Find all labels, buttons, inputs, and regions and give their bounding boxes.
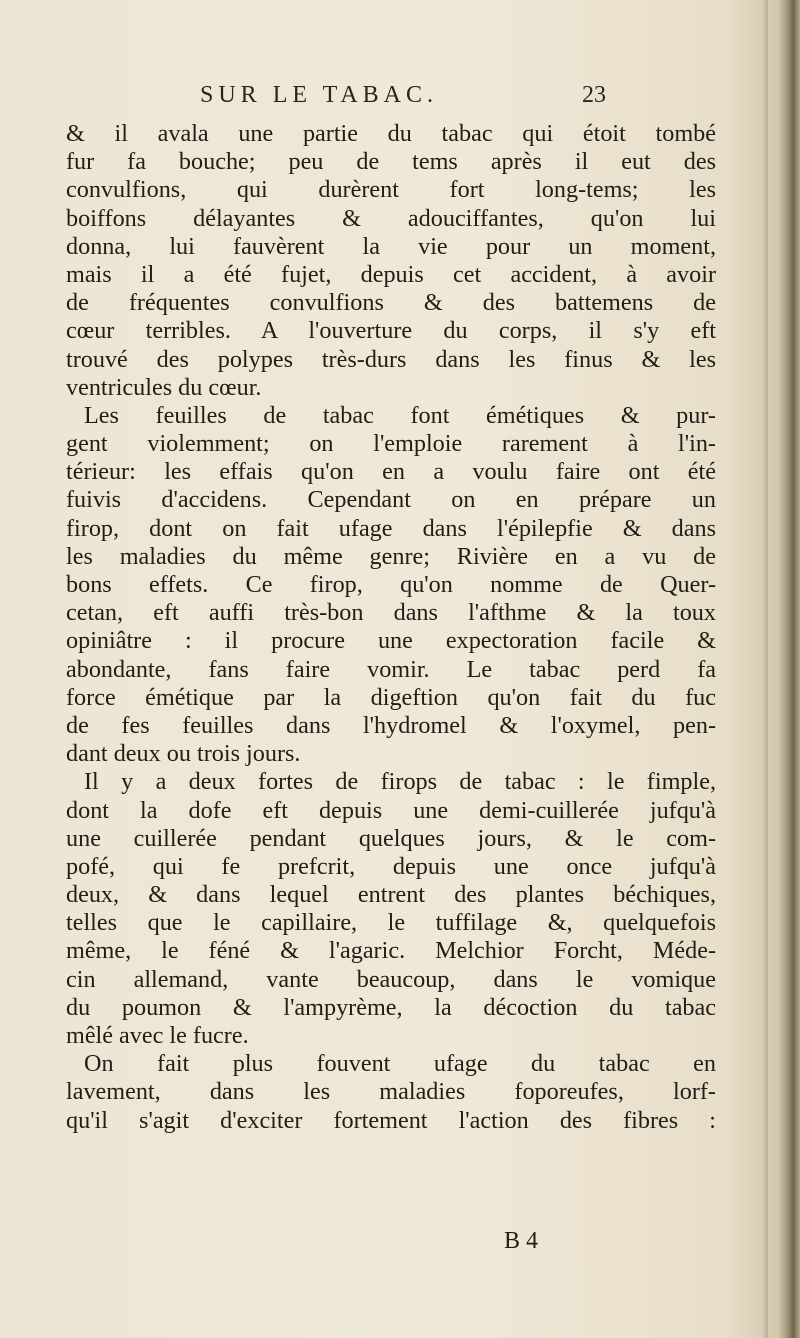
text-line: cœur terribles. A l'ouverture du corps, il s'y eft [66, 317, 716, 345]
text-line: force émétique par la digeftion qu'on fait du fuc [66, 683, 716, 711]
text-line: On fait plus fouvent ufage du tabac en [84, 1050, 716, 1078]
text-line: boiffons délayantes & adouciffantes, qu'on lui [66, 204, 716, 232]
text-line: abondante, fans faire vomir. Le tabac perd fa [66, 655, 716, 683]
text-line: firop, dont on fait ufage dans l'épilepfie & dans [66, 514, 716, 542]
text-line: lavement, dans les maladies foporeufes, lorf- [66, 1078, 716, 1106]
text-line: fur fa bouche; peu de tems après il eut des [66, 148, 716, 176]
text-line: cetan, eft auffi très-bon dans l'afthme & la toux [66, 599, 716, 627]
text-line: deux, & dans lequel entrent des plantes béchiques, [66, 881, 716, 909]
text-line: fuivis d'accidens. Cependant on en prépare un [66, 486, 716, 514]
text-line: opiniâtre : il procure une expectoration facile & [66, 627, 716, 655]
text-line: dant deux ou trois jours. [66, 740, 301, 768]
text-line: donna, lui fauvèrent la vie pour un moment, [66, 232, 716, 260]
text-line: mais il a été fujet, depuis cet accident, à avoir [66, 260, 716, 288]
text-line: de fes feuilles dans l'hydromel & l'oxymel, pen- [66, 711, 716, 739]
text-line: trouvé des polypes très-durs dans les finus & les [66, 345, 716, 373]
text-line: térieur: les effais qu'on en a voulu faire ont été [66, 458, 716, 486]
text-line: même, le féné & l'agaric. Melchior Forcht, Méde- [66, 937, 716, 965]
text-line: ventricules du cœur. [66, 373, 262, 401]
text-line: bons effets. Ce firop, qu'on nomme de Quer- [66, 571, 716, 598]
signature-mark: B 4 [504, 1228, 539, 1254]
page-header [0, 82, 790, 116]
text-line: de fréquentes convulfions & des battemens de [66, 289, 716, 317]
text-line: convulfions, qui durèrent fort long-tems; les [66, 176, 716, 204]
text-line: mêlé avec le fucre. [66, 1022, 249, 1049]
page-gutter-shadow [762, 0, 768, 1338]
text-line: une cuillerée pendant quelques jours, & le com- [66, 824, 716, 852]
running-head: SUR LE TABAC. [200, 82, 438, 108]
text-line: les maladies du même genre; Rivière en a vu de [66, 542, 716, 570]
text-line: telles que le capillaire, le tuffilage &, quelquefois [66, 909, 716, 937]
text-line: dont la dofe eft depuis une demi-cuillerée jufqu'à [66, 796, 716, 824]
text-line: & il avala une partie du tabac qui étoit tombé [66, 120, 716, 147]
page-number: 23 [582, 82, 606, 108]
page-edge [778, 0, 800, 1338]
text-line: cin allemand, vante beaucoup, dans le vomique [66, 965, 716, 993]
text-line: pofé, qui fe prefcrit, depuis une once jufqu'à [66, 852, 716, 880]
text-line: qu'il s'agit d'exciter fortement l'action des fibres : [66, 1106, 716, 1134]
text-line: gent violemment; on l'emploie rarement à l'in- [66, 430, 716, 458]
text-line: du poumon & l'ampyrème, la décoction du tabac [66, 993, 716, 1021]
text-line: Il y a deux fortes de firops de tabac : le fimple, [84, 768, 716, 796]
body-text [66, 120, 716, 1135]
text-line: Les feuilles de tabac font émétiques & pur- [84, 401, 716, 429]
